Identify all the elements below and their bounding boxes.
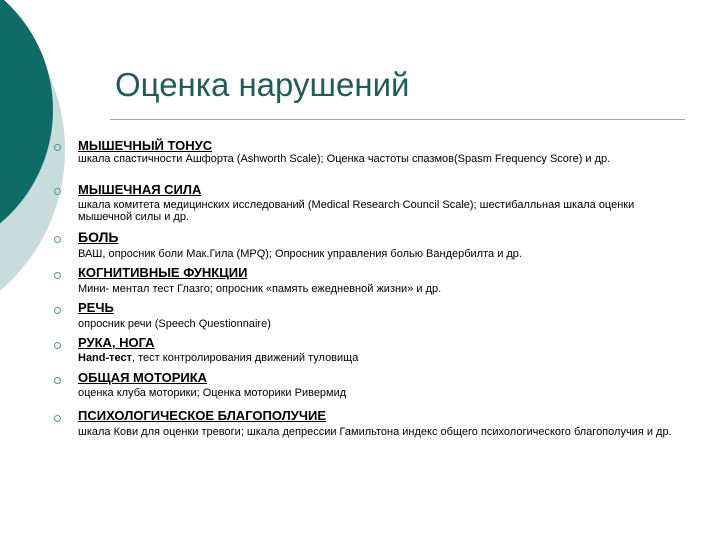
bullet-icon: [54, 236, 61, 243]
item-description: [78, 352, 678, 364]
item-heading: КОГНИТИВНЫЕ ФУНКЦИИ: [78, 265, 248, 280]
slide-title: Оценка нарушений: [115, 66, 410, 103]
bullet-icon: [54, 307, 61, 314]
title-divider: [110, 119, 685, 120]
bullet-icon: [54, 188, 61, 195]
item-heading: БОЛЬ: [78, 229, 119, 245]
bullet-icon: [54, 415, 61, 422]
item-description: шкала Кови для оценки тревоги; шкала депрессии Гамильтона индекс общего психологического благополучия и др.: [78, 426, 672, 438]
bullet-icon: [54, 272, 61, 279]
item-description: Мини- ментал тест Глазго; опросник «память ежедневной жизни» и др.: [78, 283, 442, 295]
item-heading: РЕЧЬ: [78, 300, 114, 315]
item-description: оценка клуба моторики; Оценка моторики Ривермид: [78, 387, 347, 399]
item-heading: МЫШЕЧНАЯ СИЛА: [78, 182, 202, 197]
bullet-icon: [54, 377, 61, 384]
bullet-icon: [54, 144, 61, 151]
item-heading: ОБЩАЯ МОТОРИКА: [78, 370, 208, 385]
item-description: шкала спастичности Ашфорта (Ashworth Scale); Оценка частоты спазмов(Spasm Frequency Score) и др.: [78, 153, 611, 165]
item-heading: МЫШЕЧНЫЙ ТОНУС: [78, 138, 213, 153]
item-description: шкала комитета медицинских исследований (Medical Research Council Scale); шестибалльная шкала оценки мышечной силы и др.: [78, 199, 635, 223]
item-description: ВАШ, опросник боли Мак.Гила (MPQ); Опросник управления болью Вандербилта и др.: [78, 248, 522, 260]
item-description: опросник речи (Speech Questionnaire): [78, 318, 271, 330]
item-description-rest: , тест контролирования движений туловища: [132, 352, 359, 364]
item-heading: ПСИХОЛОГИЧЕСКОЕ БЛАГОПОЛУЧИЕ: [78, 408, 326, 423]
bullet-icon: [54, 342, 61, 349]
item-heading: РУКА, НОГА: [78, 335, 155, 350]
hand-test-label: Hand-тест: [78, 352, 133, 364]
